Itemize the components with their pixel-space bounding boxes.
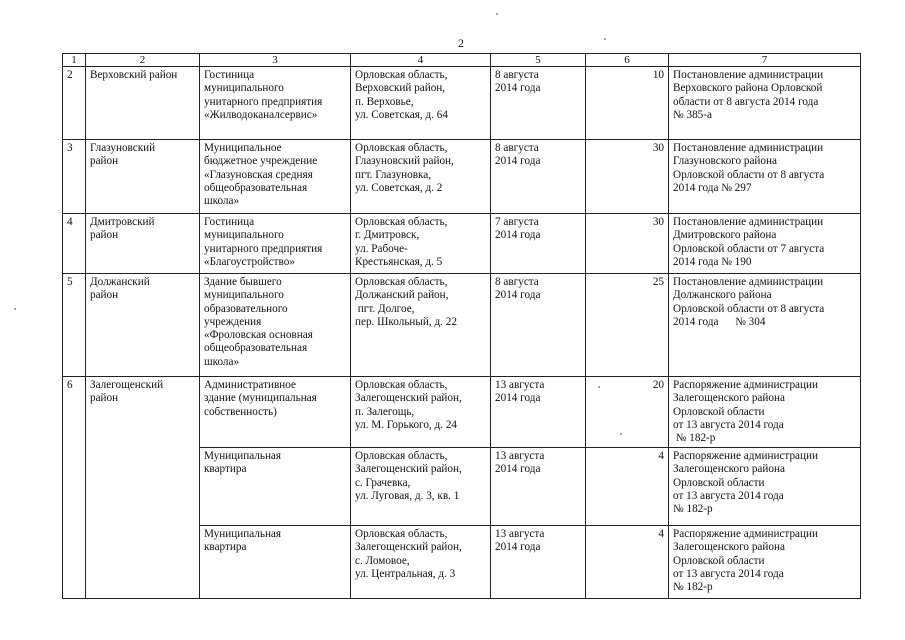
object-line: Муниципальная xyxy=(204,450,282,462)
table-row xyxy=(63,214,861,274)
row-number: 3 xyxy=(67,142,73,154)
document-line: Распоряжение администрации xyxy=(673,450,818,462)
table-row xyxy=(63,140,861,214)
object-line: Муниципальная xyxy=(204,528,282,540)
address-line: Должанский район, xyxy=(355,289,449,302)
document-line: от 13 августа 2014 года xyxy=(673,489,784,502)
places-count: 10 xyxy=(652,69,664,81)
object-cell xyxy=(200,67,351,140)
column-header: 6 xyxy=(586,54,669,67)
document-cell xyxy=(669,448,861,526)
places-count: 30 xyxy=(652,142,664,154)
district-line: район xyxy=(90,155,119,168)
scan-speck xyxy=(598,386,600,388)
document-line: № 385-а xyxy=(673,108,712,121)
address-cell xyxy=(351,448,491,526)
date-line: 8 августа xyxy=(495,69,539,81)
object-line: муниципального xyxy=(204,229,284,242)
column-header: 2 xyxy=(86,54,200,67)
district-cell xyxy=(86,140,200,214)
object-line: «Жилводоканалсервис» xyxy=(204,108,318,121)
object-line: общеобразовательная xyxy=(204,181,308,194)
document-line: Постановление администрации xyxy=(673,142,824,154)
document-line: Постановление администрации xyxy=(673,216,824,228)
registry-table xyxy=(62,53,861,599)
document-cell xyxy=(669,274,861,377)
address-line: Глазуновский район, xyxy=(355,155,454,168)
object-line: «Благоустройство» xyxy=(204,255,295,268)
scan-speck xyxy=(604,38,606,40)
places-cell xyxy=(586,67,669,140)
object-line: школа» xyxy=(204,195,240,208)
address-line: ул. М. Горького, д. 24 xyxy=(355,418,458,431)
document-line: от 13 августа 2014 года xyxy=(673,418,784,431)
places-cell xyxy=(586,448,669,526)
row-number: 2 xyxy=(67,69,73,81)
places-cell xyxy=(586,214,669,274)
document-line: от 13 августа 2014 года xyxy=(673,567,784,580)
document-line: № 182-р xyxy=(673,432,716,445)
document-cell xyxy=(669,214,861,274)
address-line: ул. Луговая, д. 3, кв. 1 xyxy=(355,489,460,502)
object-line: квартира xyxy=(204,541,247,554)
address-line: Орловская область, xyxy=(355,528,448,540)
column-header: 7 xyxy=(669,54,861,67)
document-line: Должанского района xyxy=(673,289,772,302)
address-line: Орловская область, xyxy=(355,216,448,228)
document-line: области от 8 августа 2014 года xyxy=(673,95,819,108)
document-line: Распоряжение администрации xyxy=(673,528,818,540)
district-line: Залегощенский xyxy=(90,379,164,391)
district-line: Верховский район xyxy=(90,69,178,81)
address-line: Орловская область, xyxy=(355,142,448,154)
object-cell xyxy=(200,140,351,214)
document-line: Верховского района Орловской xyxy=(673,82,823,95)
address-line: с. Ломовое, xyxy=(355,554,410,567)
object-line: «Фроловская основная xyxy=(204,329,313,342)
table-row xyxy=(63,377,861,448)
document-line: Залегощенского района xyxy=(673,463,785,476)
document-line: Орловской области xyxy=(673,476,765,489)
object-line: унитарного предприятия xyxy=(204,242,323,255)
date-line: 13 августа xyxy=(495,450,545,462)
document-line: Залегощенского района xyxy=(673,392,785,405)
table-row xyxy=(63,67,861,140)
date-line: 2014 года xyxy=(495,541,541,554)
address-line: Орловская область, xyxy=(355,276,448,288)
date-line: 2014 года xyxy=(495,392,541,405)
places-cell xyxy=(586,274,669,377)
object-line: школа» xyxy=(204,355,240,368)
object-line: муниципального xyxy=(204,82,284,95)
document-line: Залегощенского района xyxy=(673,541,785,554)
document-line: 2014 года № 297 xyxy=(673,181,752,194)
address-line: Крестьянская, д. 5 xyxy=(355,255,443,268)
address-line: с. Грачевка, xyxy=(355,476,411,489)
document-line: № 182-р xyxy=(673,503,713,516)
address-cell xyxy=(351,526,491,599)
date-line: 7 августа xyxy=(495,216,539,228)
date-cell xyxy=(491,140,586,214)
document-line: Глазуновского района xyxy=(673,155,777,168)
places-count: 4 xyxy=(658,528,664,540)
district-line: Глазуновский xyxy=(90,142,156,154)
object-line: Здание бывшего xyxy=(204,276,282,288)
document-line: Постановление администрации xyxy=(673,69,824,81)
date-line: 8 августа xyxy=(495,142,539,154)
object-line: собственность) xyxy=(204,405,277,418)
object-line: Муниципальное xyxy=(204,142,282,154)
district-line: район xyxy=(90,289,119,302)
row-number: 4 xyxy=(67,216,73,228)
column-header: 5 xyxy=(491,54,586,67)
row-number-cell xyxy=(63,214,86,274)
document-line: Орловской области от 8 августа xyxy=(673,302,825,315)
address-line: Верховский район, xyxy=(355,82,446,95)
district-line: Должанский xyxy=(90,276,150,288)
object-line: бюджетное учреждение xyxy=(204,155,318,168)
address-cell xyxy=(351,274,491,377)
address-line: п. Залегощь, xyxy=(355,405,415,418)
address-line: ул. Центральная, д. 3 xyxy=(355,567,456,580)
document-line: 2014 года № 304 xyxy=(673,315,766,328)
object-line: «Глазуновская средняя xyxy=(204,168,313,181)
date-cell xyxy=(491,526,586,599)
table-row xyxy=(63,274,861,377)
column-header: 1 xyxy=(63,54,86,67)
row-number-cell xyxy=(63,274,86,377)
document-cell xyxy=(669,67,861,140)
object-line: муниципального xyxy=(204,289,284,302)
object-cell xyxy=(200,377,351,448)
document-cell xyxy=(669,526,861,599)
column-header: 3 xyxy=(200,54,351,67)
places-cell xyxy=(586,140,669,214)
date-cell xyxy=(491,274,586,377)
address-line: Залегощенский район, xyxy=(355,541,462,554)
address-cell xyxy=(351,140,491,214)
document-line: Орловской области от 8 августа xyxy=(673,168,825,181)
address-line: пер. Школьный, д. 22 xyxy=(355,315,457,328)
scan-speck xyxy=(14,308,16,310)
object-line: унитарного предприятия xyxy=(204,95,323,108)
document-line: Распоряжение администрации xyxy=(673,379,818,391)
address-cell xyxy=(351,214,491,274)
address-line: ул. Рабоче- xyxy=(355,242,408,255)
address-cell xyxy=(351,67,491,140)
document-line: № 182-р xyxy=(673,581,713,594)
date-line: 2014 года xyxy=(495,82,541,95)
date-line: 2014 года xyxy=(495,229,541,242)
object-line: учреждения xyxy=(204,315,262,328)
object-cell xyxy=(200,274,351,377)
row-number: 5 xyxy=(67,276,73,288)
places-count: 30 xyxy=(652,216,664,228)
object-line: общеобразовательная xyxy=(204,342,308,355)
scan-speck xyxy=(620,433,622,435)
date-line: 2014 года xyxy=(495,463,541,476)
address-line: пгт. Глазуновка, xyxy=(355,168,432,181)
column-number-row xyxy=(63,54,861,67)
object-cell xyxy=(200,448,351,526)
district-cell xyxy=(86,214,200,274)
object-line: Гостиница xyxy=(204,216,255,228)
address-line: Орловская область, xyxy=(355,69,448,81)
object-line: квартира xyxy=(204,463,247,476)
address-line: Залегощенский район, xyxy=(355,392,462,405)
places-count: 20 xyxy=(652,379,664,391)
address-line: Залегощенский район, xyxy=(355,463,462,476)
row-number: 6 xyxy=(67,379,73,391)
object-cell xyxy=(200,526,351,599)
places-count: 25 xyxy=(652,276,664,288)
district-line: район xyxy=(90,229,119,242)
date-line: 13 августа xyxy=(495,528,545,540)
address-line: Орловская область, xyxy=(355,450,448,462)
district-line: район xyxy=(90,392,119,405)
page-number: 2 xyxy=(458,36,464,50)
date-cell xyxy=(491,214,586,274)
district-cell xyxy=(86,67,200,140)
object-line: Гостиница xyxy=(204,69,255,81)
document-line: Орловской области от 7 августа xyxy=(673,242,825,255)
document-line: 2014 года № 190 xyxy=(673,255,752,268)
address-cell xyxy=(351,377,491,448)
address-line: пгт. Долгое, xyxy=(355,302,415,315)
date-cell xyxy=(491,448,586,526)
address-line: г. Дмитровск, xyxy=(355,229,420,242)
date-line: 2014 года xyxy=(495,289,541,302)
row-number-cell xyxy=(63,377,86,599)
document-line: Постановление администрации xyxy=(673,276,824,288)
object-line: образовательного xyxy=(204,302,288,315)
column-header: 4 xyxy=(351,54,491,67)
address-line: п. Верховье, xyxy=(355,95,414,108)
row-number-cell xyxy=(63,140,86,214)
date-cell xyxy=(491,67,586,140)
address-line: ул. Советская, д. 64 xyxy=(355,108,448,121)
address-line: Орловская область, xyxy=(355,379,448,391)
object-cell xyxy=(200,214,351,274)
object-line: здание (муниципальная xyxy=(204,392,317,405)
date-line: 2014 года xyxy=(495,155,541,168)
document-line: Дмитровского района xyxy=(673,229,777,242)
object-line: Административное xyxy=(204,379,296,391)
district-line: Дмитровский xyxy=(90,216,155,228)
date-line: 8 августа xyxy=(495,276,539,288)
date-line: 13 августа xyxy=(495,379,545,391)
document-line: Орловской области xyxy=(673,554,765,567)
row-number-cell xyxy=(63,67,86,140)
district-cell xyxy=(86,274,200,377)
scan-speck xyxy=(496,13,498,15)
document-cell xyxy=(669,377,861,448)
address-line: ул. Советская, д. 2 xyxy=(355,181,443,194)
document-cell xyxy=(669,140,861,214)
date-cell xyxy=(491,377,586,448)
places-count: 4 xyxy=(658,450,664,462)
places-cell xyxy=(586,526,669,599)
document-line: Орловской области xyxy=(673,405,765,418)
district-cell xyxy=(86,377,200,599)
